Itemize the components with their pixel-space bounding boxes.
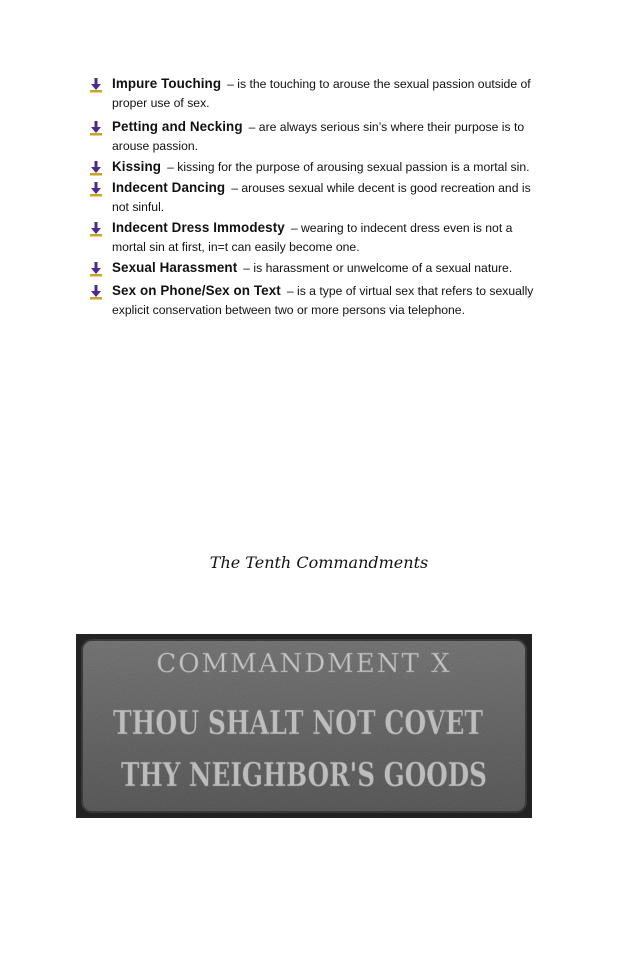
- commandment-tablet-image: [76, 634, 532, 818]
- item-term: Sexual Harassment: [112, 260, 238, 275]
- down-arrow-bullet-icon: [88, 121, 104, 137]
- tablet-line-1: THOU SHALT NOT COVET: [113, 703, 484, 742]
- list-item: [88, 117, 568, 157]
- list-item: [88, 74, 568, 117]
- list-item: [88, 258, 568, 281]
- tablet-title: COMMANDMENT X: [156, 649, 452, 679]
- item-desc: – is harassment or unwelcome of a sexual nature.: [243, 261, 513, 275]
- item-desc: – arouses sexual while decent is good recreation and is: [231, 181, 531, 195]
- item-desc: – are always serious sin’s where their purpose is to: [248, 120, 525, 134]
- item-desc: – is a type of virtual sex that refers to sexually: [286, 284, 534, 298]
- item-continuation: not sinful.: [112, 200, 165, 214]
- item-desc: – wearing to indecent dress even is not a: [290, 221, 513, 235]
- item-desc: – kissing for the purpose of arousing sexual passion is a mortal sin.: [167, 160, 530, 174]
- item-term: Impure Touching: [112, 76, 222, 91]
- item-continuation: mortal sin at first, in=t can easily become one.: [112, 240, 360, 254]
- item-term: Indecent Dress Immodesty: [112, 220, 285, 235]
- section-heading: The Tenth Commandments: [209, 553, 429, 572]
- tablet-line-2: THY NEIGHBOR'S GOODS: [121, 755, 487, 794]
- list-item: [88, 157, 568, 178]
- item-term: Indecent Dancing: [112, 180, 226, 195]
- item-term: Kissing: [112, 159, 162, 174]
- down-arrow-bullet-icon: [88, 161, 104, 177]
- item-term: Petting and Necking: [112, 119, 243, 134]
- item-desc: – is the touching to arouse the sexual passion outside of: [227, 77, 531, 91]
- list-item: [88, 178, 568, 218]
- item-term: Sex on Phone/Sex on Text: [112, 283, 281, 298]
- down-arrow-bullet-icon: [88, 262, 104, 278]
- item-continuation: explicit conservation between two or more persons via telephone.: [112, 303, 465, 317]
- list-item: [88, 218, 568, 258]
- bullet-list: [88, 74, 568, 321]
- item-continuation: arouse passion.: [112, 139, 199, 153]
- item-continuation: proper use of sex.: [112, 96, 210, 110]
- down-arrow-bullet-icon: [88, 182, 104, 198]
- list-item: [88, 281, 568, 321]
- down-arrow-bullet-icon: [88, 285, 104, 301]
- down-arrow-bullet-icon: [88, 222, 104, 238]
- down-arrow-bullet-icon: [88, 78, 104, 94]
